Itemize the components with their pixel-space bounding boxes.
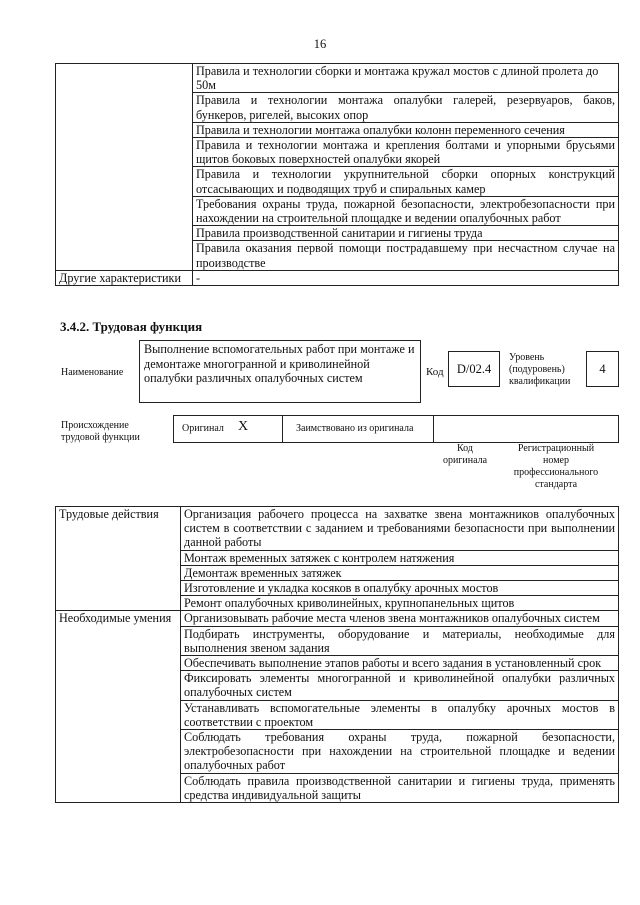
table-row: Устанавливать вспомогательные элементы в опалубку арочных мостов в соответствии с проектом xyxy=(181,700,619,729)
level-label: Уровень (подуровень) квалификации xyxy=(509,352,571,387)
table-row: Фиксировать элементы многогранной и криволинейной опалубки различных опалубочных систем xyxy=(181,671,619,700)
reg-caption: Регистрационный номер профессионального стандарта xyxy=(513,443,599,490)
knowledge-table xyxy=(55,63,619,286)
page-number: 16 xyxy=(313,37,327,51)
level-value: 4 xyxy=(599,362,606,376)
table-row: Подбирать инструменты, оборудование и материалы, необходимые для выполнения звеном задания xyxy=(181,626,619,655)
actions-label: Трудовые действия xyxy=(56,507,181,611)
divider xyxy=(282,416,283,442)
empty-cell xyxy=(56,64,193,271)
table-row: Правила и технологии укрупнительной сборки опорных конструкций отсасывающих и подводящих труб и спиральных камер xyxy=(193,167,619,196)
code-caption: Код оригинала xyxy=(442,443,488,466)
table-row: Демонтаж временных затяжек xyxy=(181,565,619,580)
code-label: Код xyxy=(426,366,444,378)
name-label: Наименование xyxy=(61,367,124,378)
table-row: Обеспечивать выполнение этапов работы и всего задания в установленный срок xyxy=(181,656,619,671)
table-row: Монтаж временных затяжек с контролем натяжения xyxy=(181,550,619,565)
table-row: Правила и технологии монтажа опалубки колонн переменного сечения xyxy=(193,122,619,137)
name-value: Выполнение вспомогательных работ при монтаже и демонтаже многогранной и криволинейной опалубки различных опалубочных систем xyxy=(144,342,415,385)
table-row: Изготовление и укладка косяков в опалубку арочных мостов xyxy=(181,581,619,596)
skills-label: Необходимые умения xyxy=(56,611,181,803)
table-row: Ремонт опалубочных криволинейных, крупнопанельных щитов xyxy=(181,596,619,611)
section-title: 3.4.2. Трудовая функция xyxy=(60,319,203,334)
name-box xyxy=(139,340,421,403)
table-row: Организовывать рабочие места членов звена монтажников опалубочных систем xyxy=(181,611,619,626)
table-row: Правила и технологии монтажа и крепления болтами и упорными брусьями щитов боковых поверхностей опалубки якорей xyxy=(193,138,619,167)
code-box xyxy=(448,351,500,387)
table-row: Требования охраны труда, пожарной безопасности, электробезопасности при нахождении на строительной площадке и ведении опалубочных работ xyxy=(193,196,619,225)
original-mark: X xyxy=(238,419,249,434)
origin-label: Происхождение трудовой функции xyxy=(61,420,140,443)
level-box xyxy=(586,351,619,387)
table-row: Организация рабочего процесса на захватке звена монтажников опалубочных систем в соответствии с заданием и требованиями безопасности при выполнении данной работы xyxy=(181,507,619,551)
table-row: Правила производственной санитарии и гигиены труда xyxy=(193,226,619,241)
actions-skills-table xyxy=(55,506,619,803)
other-characteristics-label: Другие характеристики xyxy=(56,270,193,285)
other-characteristics-value: - xyxy=(193,270,619,285)
borrowed-label: Заимствовано из оригинала xyxy=(296,423,414,434)
divider xyxy=(433,416,434,442)
code-value: D/02.4 xyxy=(456,362,492,376)
table-row: Соблюдать правила производственной санитарии и гигиены труда, применять средства индивидуальной защиты xyxy=(181,773,619,802)
table-row: Правила и технологии сборки и монтажа кружал мостов с длиной пролета до 50м xyxy=(193,64,619,93)
original-label: Оригинал xyxy=(182,423,224,434)
table-row: Правила оказания первой помощи пострадавшему при несчастном случае на производстве xyxy=(193,241,619,270)
table-row: Правила и технологии монтажа опалубки галерей, резервуаров, баков, бункеров, ригелей, высоких опор xyxy=(193,93,619,122)
table-row: Соблюдать требования охраны труда, пожарной безопасности, электробезопасности при нахождении на строительной площадке и ведении опалубочных работ xyxy=(181,730,619,774)
